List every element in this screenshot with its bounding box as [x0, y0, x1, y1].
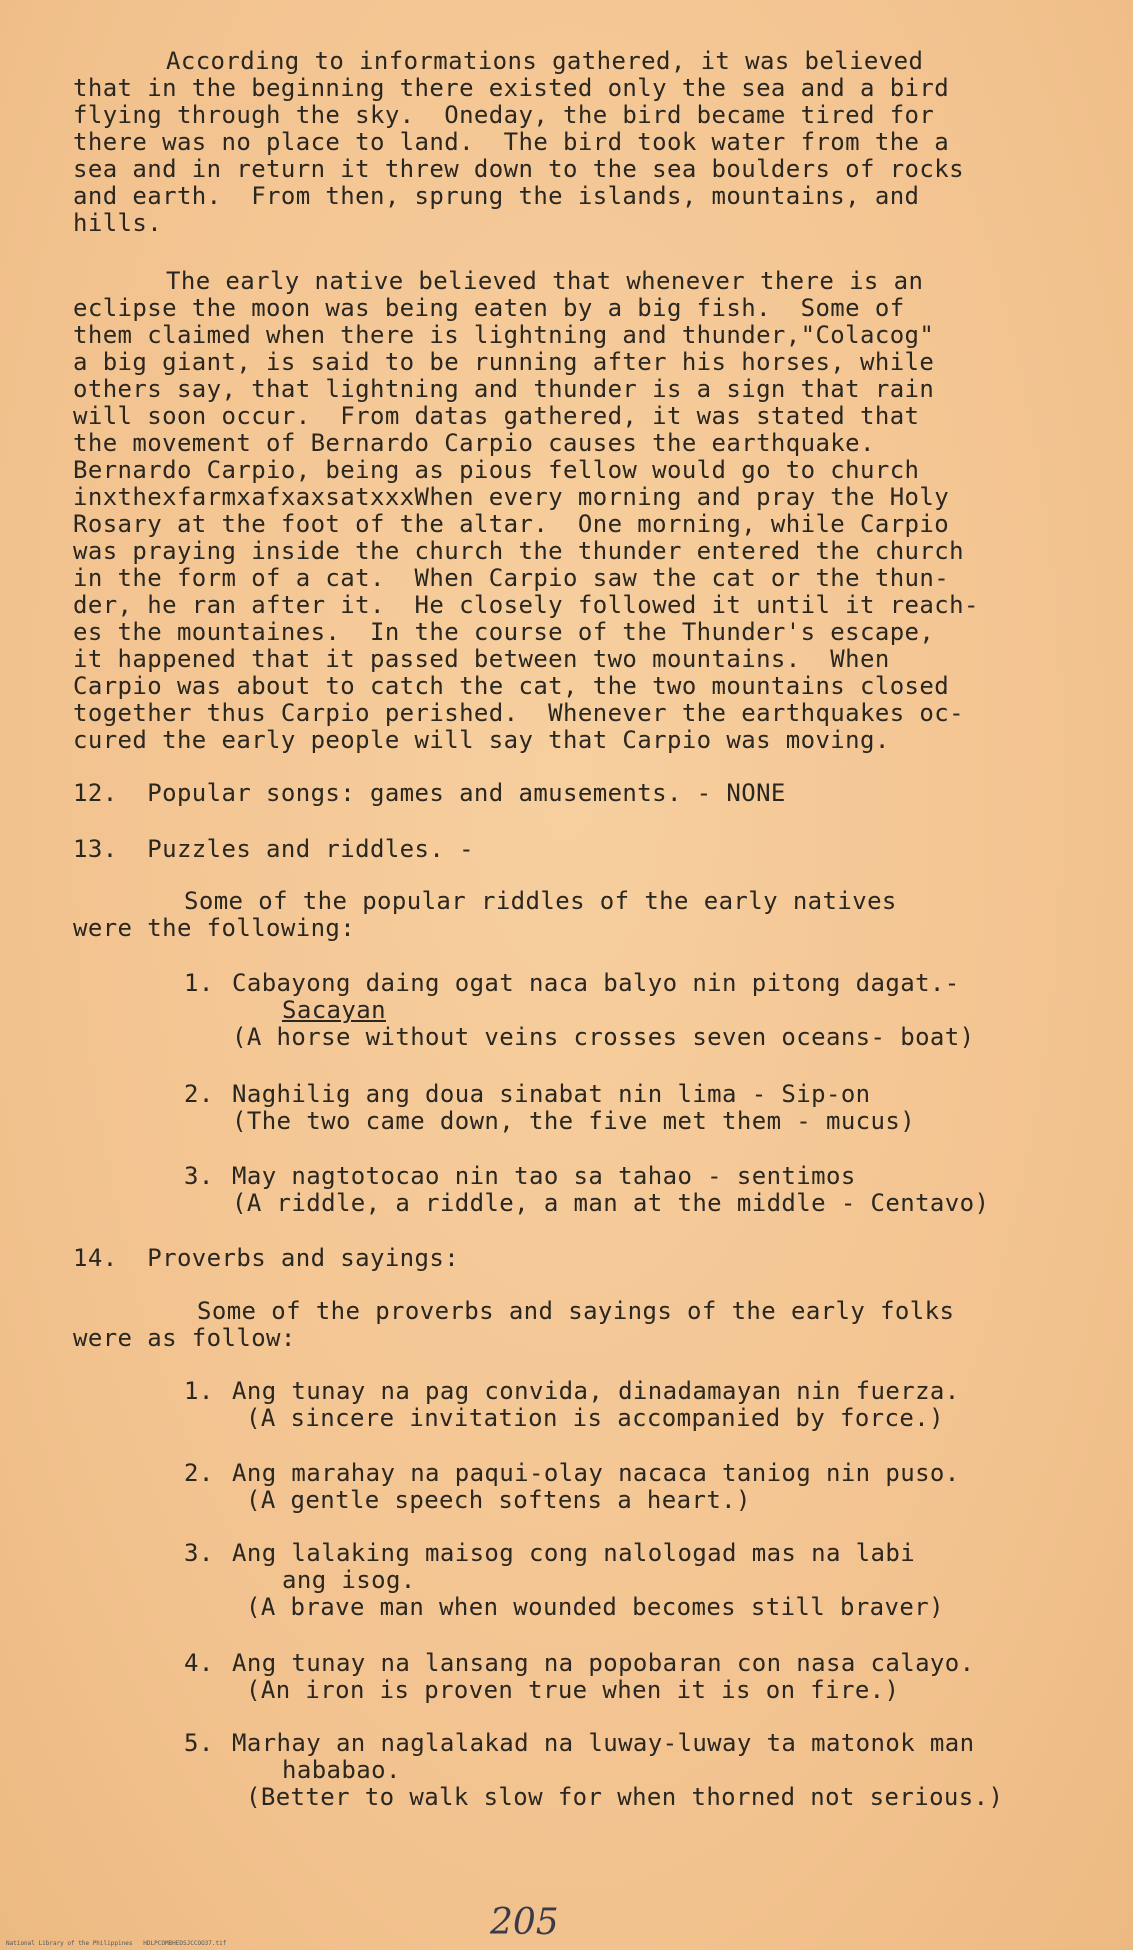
riddle-translation: (A horse without veins crosses seven oceans- boat): [232, 1023, 975, 1051]
text-line: Some of the popular riddles of the early natives: [184, 887, 897, 915]
proverb-translation: (A brave man when wounded becomes still braver): [246, 1593, 944, 1621]
text-line: and earth. From then, sprung the islands, mountains, and: [73, 182, 920, 210]
proverb-text: ang isog.: [282, 1566, 416, 1594]
riddle-translation: (A riddle, a riddle, a man at the middle - Centavo): [232, 1189, 990, 1217]
riddle-number: 2.: [184, 1080, 214, 1108]
proverb-text: Marhay an naglalakad na luway-luway ta matonok man: [232, 1729, 975, 1757]
proverb-text: hababao.: [282, 1756, 401, 1784]
text-line: was praying inside the church the thunder entered the church: [73, 537, 964, 565]
text-line: in the form of a cat. When Carpio saw the cat or the thun-: [73, 564, 950, 592]
text-line: were as follow:: [73, 1324, 296, 1352]
riddle-number: 3.: [184, 1162, 214, 1190]
proverb-number: 2.: [184, 1459, 214, 1487]
page-number: 205: [490, 1902, 559, 1943]
text-line: inxthexfarmxafxaxsatxxxWhen every morning and pray the Holy: [73, 483, 950, 511]
text-line: a big giant, is said to be running after his horses, while: [73, 348, 935, 376]
text-line: together thus Carpio perished. Whenever the earthquakes oc-: [73, 699, 964, 727]
proverb-translation: (A gentle speech softens a heart.): [246, 1486, 751, 1514]
text-line: them claimed when there is lightning and thunder,"Colacog": [73, 321, 935, 349]
text-line: hills.: [73, 209, 163, 237]
proverb-number: 3.: [184, 1539, 214, 1567]
riddle-translation: (The two came down, the five met them - mucus): [232, 1107, 916, 1135]
text-line: The early native believed that whenever there is an: [166, 267, 924, 295]
text-line: es the mountaines. In the course of the Thunder's escape,: [73, 618, 935, 646]
text-line: According to informations gathered, it was believed: [166, 47, 924, 75]
text-line: that in the beginning there existed only the sea and a bird: [73, 74, 950, 102]
text-line: cured the early people will say that Carpio was moving.: [73, 726, 890, 754]
text-line: Rosary at the foot of the altar. One morning, while Carpio: [73, 510, 950, 538]
section-heading-12: 12. Popular songs: games and amusements. - NONE: [73, 779, 786, 807]
proverb-translation: (An iron is proven true when it is on fire.): [246, 1676, 900, 1704]
text-line: sea and in return it threw down to the sea boulders of rocks: [73, 155, 964, 183]
text-line: Carpio was about to catch the cat, the two mountains closed: [73, 672, 950, 700]
text-line: flying through the sky. Oneday, the bird became tired for: [73, 101, 935, 129]
text-line: will soon occur. From datas gathered, it was stated that: [73, 402, 920, 430]
text-line: the movement of Bernardo Carpio causes the earthquake.: [73, 429, 875, 457]
proverb-text: Ang lalaking maisog cong nalologad mas na labi: [232, 1539, 916, 1567]
text-line: der, he ran after it. He closely followed it until it reach-: [73, 591, 979, 619]
riddle-text: May nagtotocao nin tao sa tahao - sentimos: [232, 1162, 856, 1190]
text-line: there was no place to land. The bird took water from the a: [73, 128, 950, 156]
proverb-number: 5.: [184, 1729, 214, 1757]
proverb-text: Ang marahay na paqui-olay nacaca taniog nin puso.: [232, 1459, 960, 1487]
section-heading-14: 14. Proverbs and sayings:: [73, 1244, 460, 1272]
proverb-number: 4.: [184, 1649, 214, 1677]
proverb-text: Ang tunay na pag convida, dinadamayan nin fuerza.: [232, 1377, 960, 1405]
section-heading-13: 13. Puzzles and riddles. -: [73, 835, 474, 863]
proverb-number: 1.: [184, 1377, 214, 1405]
text-line: it happened that it passed between two mountains. When: [73, 645, 890, 673]
text-line: eclipse the moon was being eaten by a big fish. Some of: [73, 294, 905, 322]
proverb-translation: (A sincere invitation is accompanied by force.): [246, 1404, 944, 1432]
riddle-text: Naghilig ang doua sinabat nin lima - Sip-on: [232, 1080, 871, 1108]
text-line: were the following:: [73, 914, 356, 942]
text-line: Some of the proverbs and sayings of the early folks: [197, 1297, 955, 1325]
archive-footer: National Library of the Philippines HDLPCOMBHEDSJCCOO37.tif: [6, 1940, 227, 1947]
riddle-answer: Sacayan: [282, 996, 386, 1024]
text-line: Bernardo Carpio, being as pious fellow would go to church: [73, 456, 920, 484]
text-line: others say, that lightning and thunder is a sign that rain: [73, 375, 935, 403]
proverb-translation: (Better to walk slow for when thorned not serious.): [246, 1783, 1004, 1811]
proverb-text: Ang tunay na lansang na popobaran con nasa calayo.: [232, 1649, 975, 1677]
riddle-text: Cabayong daing ogat naca balyo nin pitong dagat.-: [232, 969, 960, 997]
riddle-number: 1.: [184, 969, 214, 997]
